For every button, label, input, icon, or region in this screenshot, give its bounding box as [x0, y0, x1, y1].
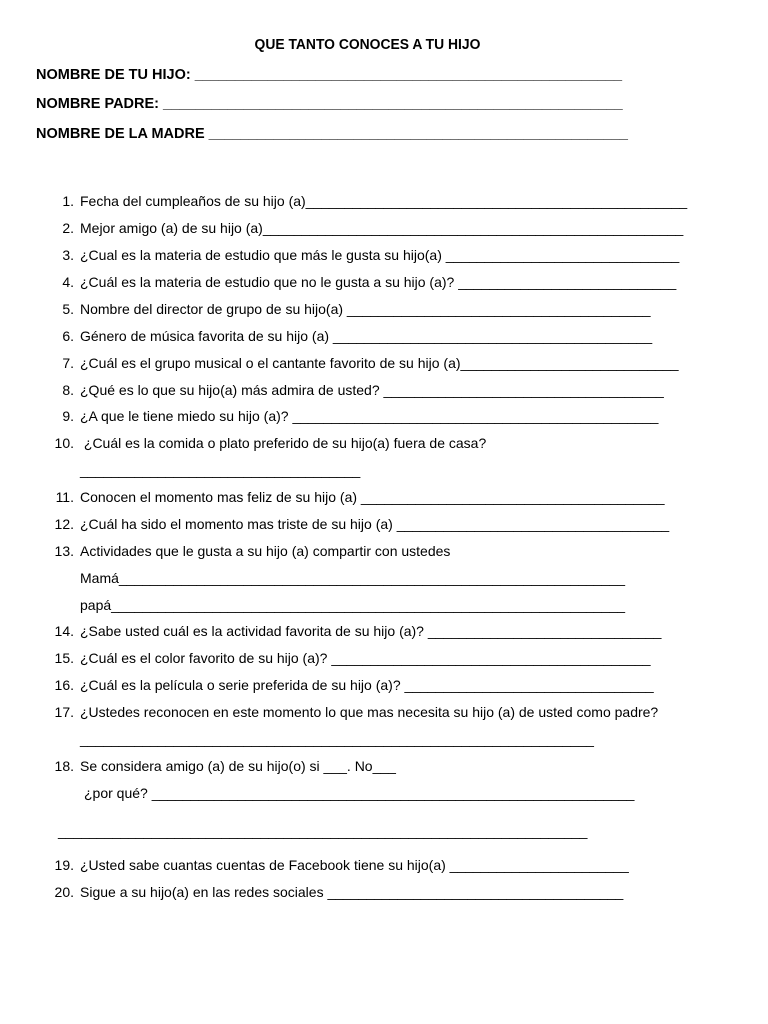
question-number: 6.	[62, 328, 74, 344]
question-12[interactable]: ¿Cuál ha sido el momento mas triste de su hijo (a) ___________________________________	[80, 516, 670, 532]
question-number: 10.	[54, 435, 74, 451]
question-16[interactable]: ¿Cuál es la película o serie preferida de su hijo (a)? ________________________________	[80, 677, 654, 693]
question-10[interactable]: ¿Cuál es la comida o plato preferido de su hijo(a) fuera de casa?	[80, 435, 487, 451]
question-10-answer-line[interactable]: ____________________________________	[80, 462, 361, 478]
question-9[interactable]: ¿A que le tiene miedo su hijo (a)? _______________________________________________	[80, 408, 659, 424]
question-7[interactable]: ¿Cuál es el grupo musical o el cantante favorito de su hijo (a)____________________________	[80, 355, 679, 371]
question-19[interactable]: ¿Usted sabe cuantas cuentas de Facebook tiene su hijo(a) _______________________	[80, 857, 629, 873]
question-18-answer-line[interactable]: ____________________________________________________________________	[58, 823, 588, 839]
question-15[interactable]: ¿Cuál es el color favorito de su hijo (a)? _________________________________________	[80, 650, 651, 666]
question-6[interactable]: Género de música favorita de su hijo (a) _________________________________________	[80, 328, 653, 344]
question-13-papa-line[interactable]: papá__________________________________________________________________	[80, 597, 626, 613]
question-17: ¿Ustedes reconocen en este momento lo que mas necesita su hijo (a) de usted como padre?	[80, 704, 659, 720]
question-number: 4.	[62, 274, 74, 290]
question-number: 2.	[62, 220, 74, 236]
question-4[interactable]: ¿Cuál es la materia de estudio que no le gusta a su hijo (a)? ____________________________	[80, 274, 677, 290]
question-1[interactable]: Fecha del cumpleaños de su hijo (a)_________________________________________________	[80, 193, 688, 209]
question-number: 3.	[62, 247, 74, 263]
question-13: Actividades que le gusta a su hijo (a) compartir con ustedes	[80, 543, 451, 559]
question-13-mama-line[interactable]: Mamá_________________________________________________________________	[80, 570, 625, 586]
question-number: 17.	[54, 704, 74, 720]
child-name-field[interactable]: NOMBRE DE TU HIJO: _____________________________________________________	[36, 67, 623, 83]
question-number: 8.	[62, 382, 74, 398]
question-8[interactable]: ¿Qué es lo que su hijo(a) más admira de usted? ____________________________________	[80, 382, 664, 398]
question-number: 1.	[62, 193, 74, 209]
question-number: 14.	[54, 623, 74, 639]
question-number: 16.	[54, 677, 74, 693]
mother-name-field[interactable]: NOMBRE DE LA MADRE ____________________________________________________	[36, 126, 628, 142]
question-number: 13.	[54, 543, 74, 559]
question-14[interactable]: ¿Sabe usted cuál es la actividad favorita de su hijo (a)? ______________________________	[80, 623, 662, 639]
question-2[interactable]: Mejor amigo (a) de su hijo (a)______________________________________________________	[80, 220, 684, 236]
question-number: 20.	[54, 884, 74, 900]
question-number: 5.	[62, 301, 74, 317]
question-number: 12.	[54, 516, 74, 532]
question-5[interactable]: Nombre del director de grupo de su hijo(a) _______________________________________	[80, 301, 651, 317]
question-18[interactable]: Se considera amigo (a) de su hijo(o) si ___. No___	[80, 758, 396, 774]
question-number: 19.	[54, 857, 74, 873]
question-number: 15.	[54, 650, 74, 666]
question-3[interactable]: ¿Cual es la materia de estudio que más le gusta su hijo(a) ______________________________	[80, 247, 680, 263]
father-name-field[interactable]: NOMBRE PADRE: _________________________________________________________	[36, 96, 623, 112]
question-number: 7.	[62, 355, 74, 371]
question-number: 9.	[62, 408, 74, 424]
question-number: 11.	[55, 489, 74, 505]
question-11[interactable]: Conocen el momento mas feliz de su hijo (a) _______________________________________	[80, 489, 665, 505]
question-17-answer-line[interactable]: __________________________________________________________________	[80, 731, 594, 747]
question-18-why-line[interactable]: ¿por qué? ______________________________________________________________	[84, 785, 635, 801]
page-title: QUE TANTO CONOCES A TU HIJO	[254, 37, 481, 53]
question-20[interactable]: Sigue a su hijo(a) en las redes sociales ______________________________________	[80, 884, 624, 900]
question-number: 18.	[54, 758, 74, 774]
